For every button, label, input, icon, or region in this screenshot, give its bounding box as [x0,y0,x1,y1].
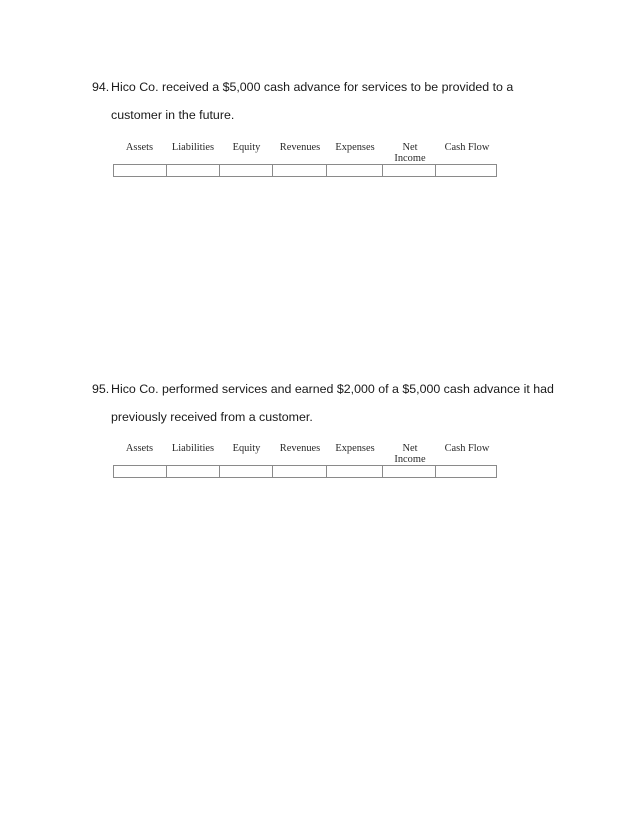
header-expenses: Expenses [335,443,375,454]
answer-row [113,465,497,478]
answer-row [113,164,497,177]
table-header-row [113,142,497,164]
answer-cell-liabilities[interactable] [167,466,221,477]
header-assets: Assets [125,443,154,454]
header-equity: Equity [232,443,261,454]
answer-cell-equity[interactable] [220,165,273,176]
question-text: Hico Co. received a $5,000 cash advance for services to be provided to a [111,80,514,94]
answer-cell-liabilities[interactable] [167,165,221,176]
answer-cell-equity[interactable] [220,466,273,477]
header-income: Income [394,454,426,465]
header-net: Net [402,443,418,454]
header-liabilities: Liabilities [171,142,215,153]
question-text-continued: customer in the future. [111,108,235,122]
answer-cell-revenues[interactable] [273,165,327,176]
header-equity: Equity [232,142,261,153]
header-revenues: Revenues [279,443,321,454]
header-income: Income [394,153,426,164]
question-text-continued: previously received from a customer. [111,410,313,424]
header-expenses: Expenses [335,142,375,153]
answer-cell-expenses[interactable] [327,165,383,176]
header-revenues: Revenues [279,142,321,153]
answer-cell-assets[interactable] [114,466,167,477]
answer-cell-cash-flow[interactable] [436,165,496,176]
header-cash-flow: Cash Flow [444,443,490,454]
header-liabilities: Liabilities [171,443,215,454]
header-net-income [383,142,437,164]
answer-cell-expenses[interactable] [327,466,383,477]
question-number: 94. [92,80,110,94]
header-assets: Assets [125,142,154,153]
answer-cell-revenues[interactable] [273,466,327,477]
table-header-row [113,443,497,465]
question-text: Hico Co. performed services and earned $2,000 of a $5,000 cash advance it had [111,382,554,396]
header-cash-flow: Cash Flow [444,142,490,153]
header-net-income [383,443,437,465]
answer-cell-cash-flow[interactable] [436,466,496,477]
header-net: Net [402,142,418,153]
answer-cell-assets[interactable] [114,165,167,176]
answer-table-94 [113,142,497,164]
answer-cell-net-income[interactable] [383,466,437,477]
answer-cell-net-income[interactable] [383,165,437,176]
question-number: 95. [92,382,110,396]
answer-table-95 [113,443,497,465]
